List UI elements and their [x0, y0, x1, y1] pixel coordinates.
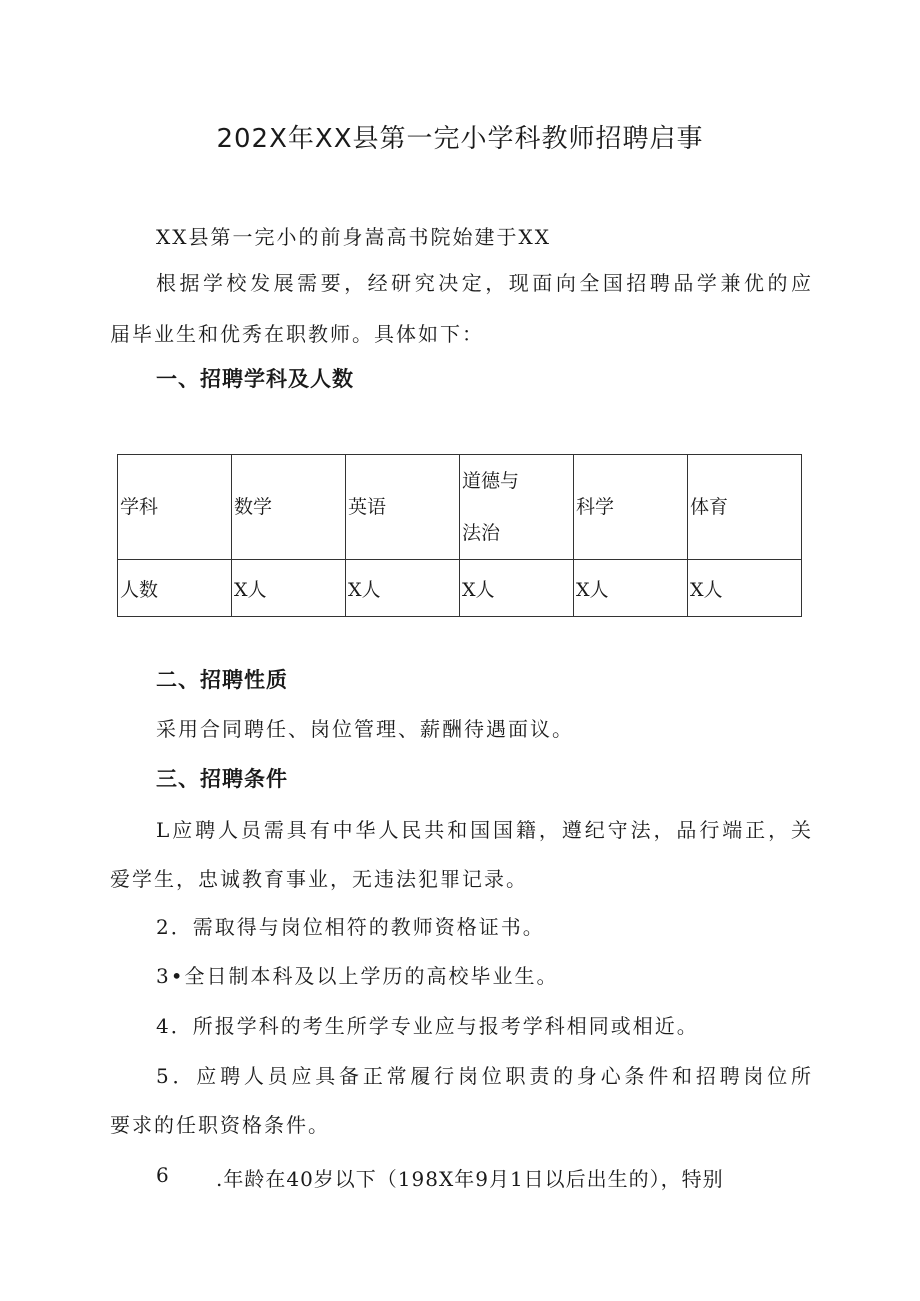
- table-cell: 学科: [118, 455, 232, 560]
- condition-6-number: 6: [156, 1163, 171, 1187]
- condition-1-line-2: 爱学生，忠诚教育事业，无违法犯罪记录。: [110, 867, 528, 891]
- intro-paragraph-line-2: 届毕业生和优秀在职教师。具体如下：: [110, 322, 484, 346]
- table-cell: X人: [232, 560, 346, 617]
- table-cell: X人: [688, 560, 802, 617]
- condition-3: 3•全日制本科及以上学历的高校毕业生。: [156, 964, 559, 988]
- section-1-heading: 一、招聘学科及人数: [156, 367, 354, 391]
- condition-5-line-1: 5．应聘人员应具备正常履行岗位职责的身心条件和招聘岗位所: [156, 1064, 811, 1088]
- section-2-text: 采用合同聘任、岗位管理、薪酬待遇面议。: [156, 717, 574, 741]
- table-header-row: [118, 455, 802, 560]
- table-cell: 人数: [118, 560, 232, 617]
- table-cell: X人: [460, 560, 574, 617]
- section-3-heading: 三、招聘条件: [156, 767, 288, 791]
- subject-table: [117, 454, 802, 617]
- table-cell: 数学: [232, 455, 346, 560]
- table-cell: 科学: [574, 455, 688, 560]
- table-cell-moral-law: [460, 455, 574, 560]
- table-cell: 英语: [346, 455, 460, 560]
- condition-4: 4．所报学科的考生所学专业应与报考学科相同或相近。: [156, 1014, 699, 1038]
- table-cell: 体育: [688, 455, 802, 560]
- condition-1-line-1: L应聘人员需具有中华人民共和国国籍，遵纪守法，品行端正，关: [156, 818, 811, 842]
- cell-line-1: 道德与: [462, 470, 520, 492]
- table-cell: X人: [346, 560, 460, 617]
- table-row: [118, 560, 802, 617]
- document-title: 202X年XX县第一完小学科教师招聘启事: [216, 124, 704, 154]
- condition-5-line-2: 要求的任职资格条件。: [110, 1113, 330, 1137]
- table-cell: X人: [574, 560, 688, 617]
- intro-line: XX县第一完小的前身嵩高书院始建于XX: [156, 225, 551, 249]
- intro-paragraph-line-1: 根据学校发展需要，经研究决定，现面向全国招聘品学兼优的应: [156, 271, 811, 295]
- condition-2: 2．需取得与岗位相符的教师资格证书。: [156, 915, 545, 939]
- condition-6-text: .年龄在40岁以下（198X年9月1日以后出生的），特别: [216, 1167, 724, 1191]
- cell-line-2: 法治: [462, 522, 501, 544]
- section-2-heading: 二、招聘性质: [156, 668, 288, 692]
